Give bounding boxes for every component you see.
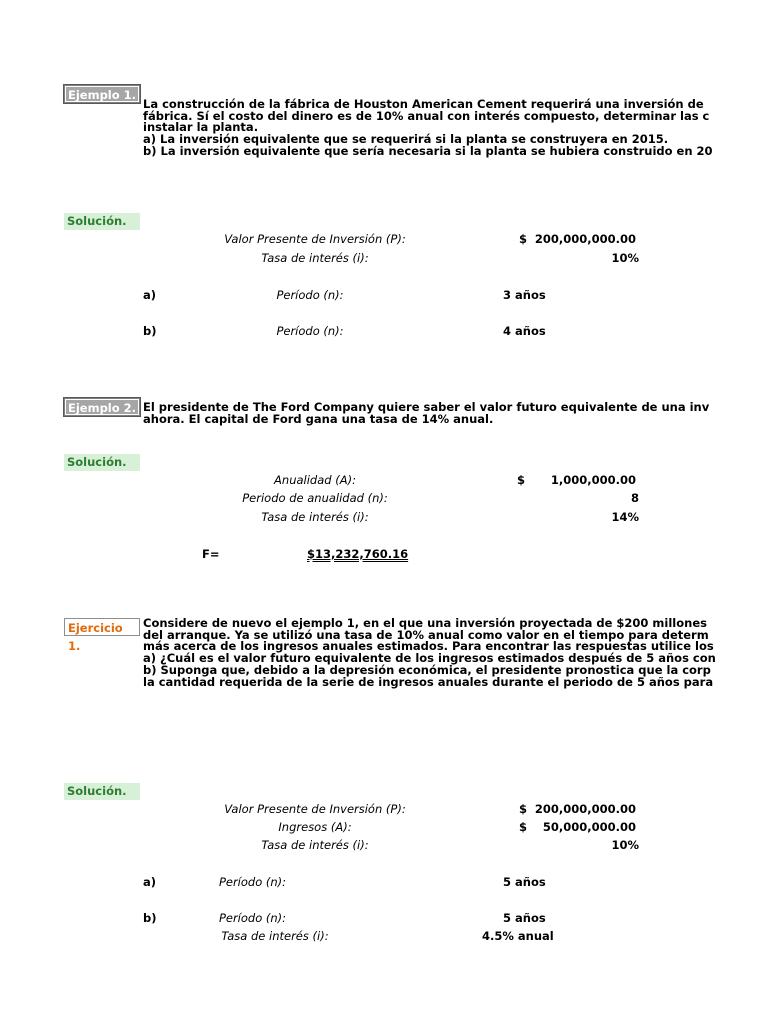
ejemplo2-f-value[interactable]: $13,232,760.16 [307, 547, 409, 561]
ejemplo2-statement[interactable] [143, 400, 710, 426]
ejercicio1-statement[interactable] [143, 616, 716, 689]
ejercicio1-line-2: del arranque. Ya se utilizó una tasa de 10% anual como valor en el tiempo para determ [143, 627, 709, 642]
ejemplo1-line-1: La construcción de la fábrica de Houston American Cement requerirá una inversión de [143, 97, 704, 111]
ejemplo1-statement[interactable] [143, 97, 713, 158]
ejemplo2-solution-label[interactable]: Solución. [64, 454, 140, 471]
ejercicio1-i-value[interactable]: 10% [611, 838, 639, 852]
ejemplo1-b-value[interactable]: 4 años [503, 324, 546, 338]
ejercicio1-line-4: a) ¿Cuál es el valor futuro equivalente de los ingresos estimados después de 5 años con [143, 651, 716, 666]
ejemplo2-i-label: Tasa de interés (i): [261, 510, 369, 524]
ejemplo1-solution-label[interactable]: Solución. [64, 213, 140, 230]
ejemplo2-n-value[interactable]: 8 [630, 491, 639, 505]
ejemplo1-i-label: Tasa de interés (i): [261, 251, 369, 265]
ejercicio1-ingresos-dollar: $ [519, 820, 528, 834]
ejercicio1-solution-label[interactable]: Solución. [64, 783, 140, 800]
ejemplo1-b-label: Período (n): [276, 324, 344, 338]
ejemplo1-i-value[interactable]: 10% [611, 251, 639, 265]
ejercicio1-p-label: Valor Presente de Inversión (P): [224, 802, 406, 816]
ejemplo1-label[interactable]: Ejemplo 1. [64, 85, 140, 103]
ejercicio1-line-1: Considere de nuevo el ejemplo 1, en el que una inversión proyectada de $200 millones [143, 616, 707, 630]
ejemplo1-p-label: Valor Presente de Inversión (P): [224, 232, 406, 246]
ejercicio1-label[interactable]: Ejercicio 1. [64, 618, 140, 636]
ejemplo1-a-label: Período (n): [276, 288, 344, 302]
ejemplo2-n-label: Periodo de anualidad (n): [242, 491, 388, 505]
ejercicio1-b-label: Período (n): [218, 911, 287, 925]
ejercicio1-p-value[interactable]: 200,000,000.00 [534, 802, 636, 816]
ejercicio1-b-letter: b) [143, 911, 157, 925]
ejercicio1-a-label: Período (n): [218, 875, 287, 889]
ejemplo2-line-1: El presidente de The Ford Company quiere saber el valor futuro equivalente de una inv [143, 400, 710, 414]
ejemplo1-a-letter: a) [143, 288, 157, 302]
ejemplo1-line-2: fábrica. Sí el costo del dinero es de 10% anual con interés compuesto, determinar las c [143, 108, 710, 123]
ejercicio1-i-label: Tasa de interés (i): [261, 838, 369, 852]
ejercicio1-a-letter: a) [143, 875, 157, 889]
ejemplo1-p-dollar: $ [519, 232, 528, 246]
ejercicio1-a-value[interactable]: 5 años [503, 875, 546, 889]
ejercicio1-ingresos-value[interactable]: 50,000,000.00 [542, 820, 636, 834]
ejemplo2-i-value[interactable]: 14% [611, 510, 639, 524]
ejemplo2-f-label: F= [202, 547, 220, 561]
ejemplo1-a-value[interactable]: 3 años [503, 288, 546, 302]
ejemplo2-line-2: ahora. El capital de Ford gana una tasa de 14% anual. [143, 411, 494, 426]
ejemplo2-label[interactable]: Ejemplo 2. [64, 398, 140, 416]
ejemplo2-a-dollar: $ [517, 473, 526, 487]
ejemplo1-b-letter: b) [143, 324, 157, 338]
ejercicio1-line-3: más acerca de los ingresos anuales estimados. Para encontrar las respuestas utilice los [143, 639, 714, 654]
ejemplo1-line-5: b) La inversión equivalente que sería necesaria si la planta se hubiera construido en 20 [143, 143, 713, 158]
ejercicio1-b-rate-label: Tasa de interés (i): [221, 929, 329, 943]
ejercicio1-p-dollar: $ [519, 802, 528, 816]
ejemplo2-a-value[interactable]: 1,000,000.00 [550, 473, 636, 487]
ejercicio1-ingresos-label: Ingresos (A): [278, 820, 352, 834]
ejercicio1-line-6: la cantidad requerida de la serie de ingresos anuales durante el periodo de 5 años para [143, 674, 714, 689]
ejemplo1-line-3: instalar la planta. [143, 120, 259, 135]
ejercicio1-b-rate-value[interactable]: 4.5% anual [482, 929, 554, 943]
ejemplo2-a-label: Anualidad (A): [274, 473, 356, 487]
ejercicio1-line-5: b) Suponga que, debido a la depresión económica, el presidente pronostica que la corp [143, 662, 711, 677]
ejemplo1-p-value[interactable]: 200,000,000.00 [534, 232, 636, 246]
ejercicio1-b-value[interactable]: 5 años [503, 911, 546, 925]
ejemplo1-line-4: a) La inversión equivalente que se requerirá si la planta se construyera en 2015. [143, 132, 669, 147]
